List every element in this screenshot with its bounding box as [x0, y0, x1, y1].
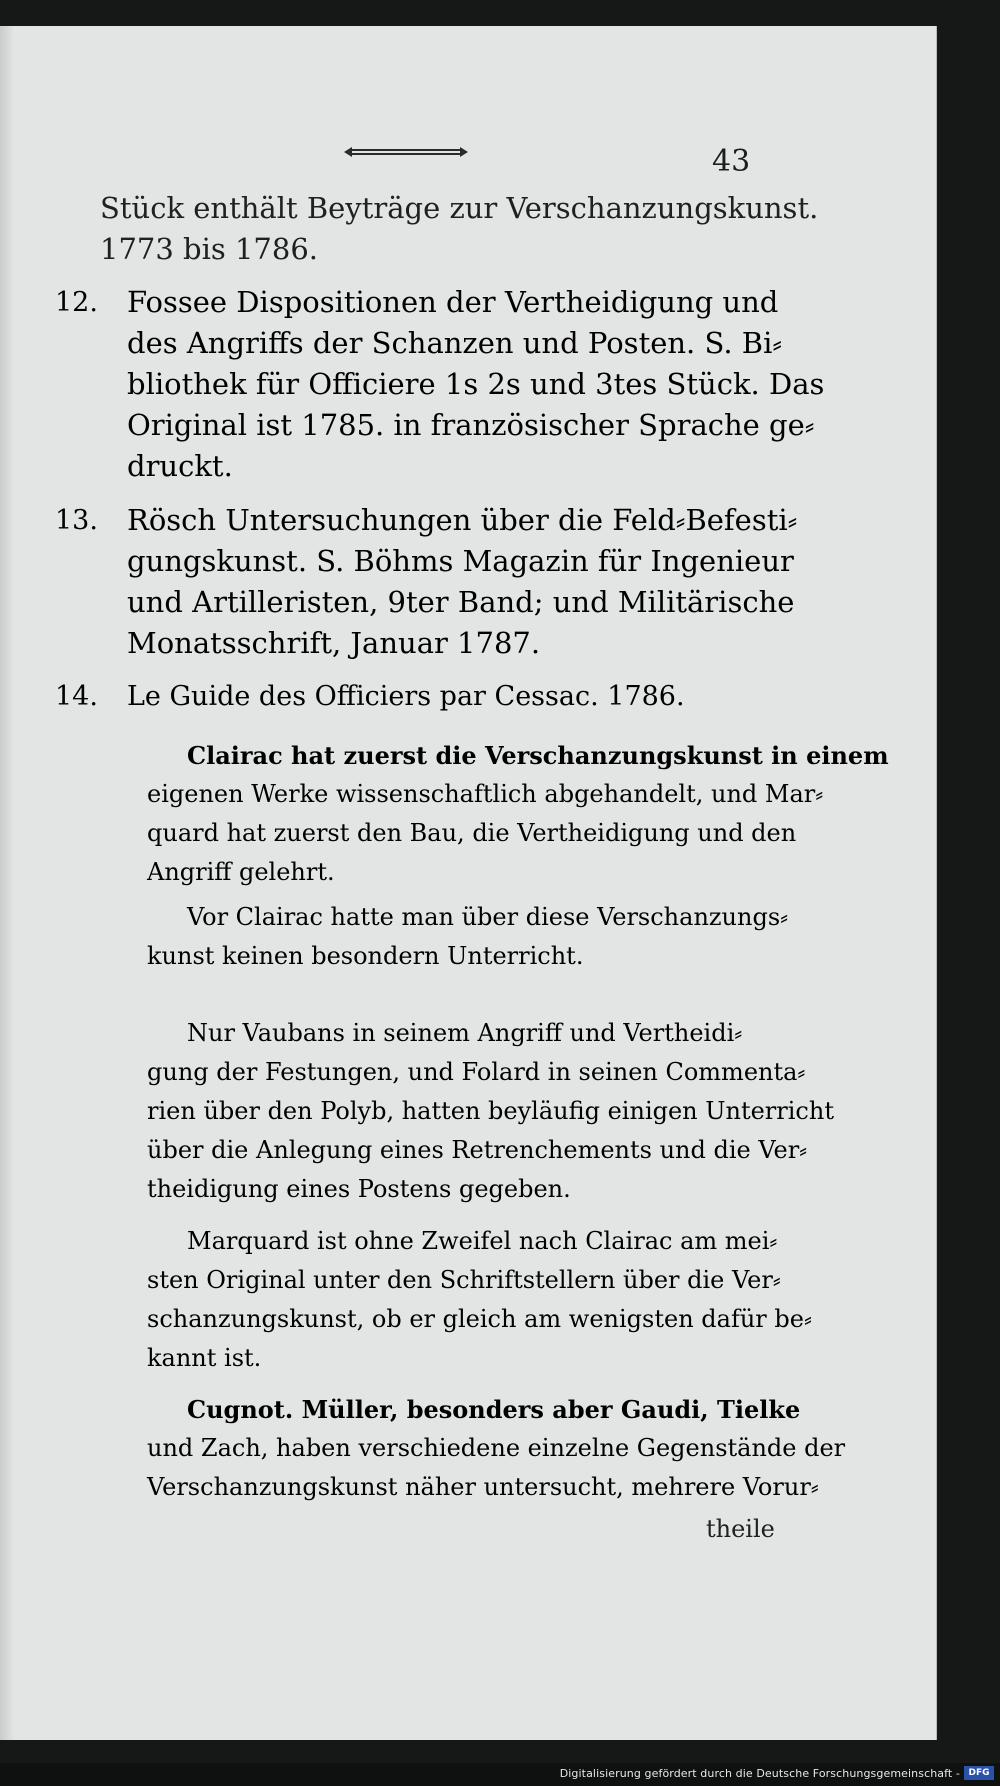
paragraph-cugnot [147, 1390, 846, 1507]
page-gutter [0, 26, 14, 1740]
entry-number: 14. [55, 681, 98, 712]
text-line: eigenen Werke wissenschaftlich abgehandelt, und Mar⸗ [147, 780, 824, 808]
catchword: theile [706, 1515, 775, 1543]
paragraph-vor-clairac [147, 898, 789, 976]
text-line: und Zach, haben verschiedene einzelne Gegenstände der [147, 1434, 846, 1462]
text-line: theidigung eines Postens gegeben. [147, 1175, 571, 1203]
text-line: Vor Clairac hatte man über diese Verschanzungs⸗ [187, 903, 789, 931]
text-line: Clairac hat zuerst die Verschanzungskunst in einem [187, 741, 889, 770]
paragraph-vaubans [147, 1014, 834, 1209]
bibliography-entry-12 [55, 282, 825, 492]
entry-number: 13. [55, 505, 98, 536]
text-line: Cugnot. Müller, besonders aber Gaudi, Tielke [187, 1395, 801, 1424]
text-line: über die Anlegung eines Retrenchements und die Ver⸗ [147, 1136, 808, 1164]
book-page [0, 26, 937, 1740]
text-line: des Angriffs der Schanzen und Posten. S. Bi⸗ [127, 326, 783, 360]
text-line: bliothek für Officiere 1s 2s und 3tes Stück. Das [127, 367, 825, 401]
entry-body [127, 282, 825, 487]
text-line: Monatsschrift, Januar 1787. [127, 626, 541, 660]
entry-number: 12. [55, 287, 98, 318]
text-line: druckt. [127, 449, 233, 483]
text-line: gung der Festungen, und Folard in seinen Commenta⸗ [147, 1058, 806, 1086]
paragraph-clairac [147, 736, 889, 892]
paragraph-marquard [147, 1222, 812, 1378]
bibliography-entry-13 [55, 500, 798, 668]
entry-body [127, 500, 798, 664]
dfg-logo: DFG [964, 1766, 994, 1780]
text-line: Fossee Dispositionen der Vertheidigung und [127, 285, 779, 319]
text-line: quard hat zuerst den Bau, die Vertheidigung und den [147, 819, 797, 847]
text-line: sten Original unter den Schriftstellern über die Ver⸗ [147, 1266, 781, 1294]
text-line: Stück enthält Beyträge zur Verschanzungskunst. [100, 191, 819, 225]
text-line: Nur Vaubans in seinem Angriff und Vertheidi⸗ [187, 1019, 743, 1047]
text-line: schanzungskunst, ob er gleich am wenigsten dafür be⸗ [147, 1305, 812, 1333]
text-line: und Artilleristen, 9ter Band; und Militärische [127, 585, 795, 619]
bibliography-entry-14 [55, 676, 763, 720]
text-line: rien über den Polyb, hatten beyläufig einigen Unterricht [147, 1097, 834, 1125]
text-line: kunst keinen besondern Unterricht. [147, 942, 584, 970]
text-line: Angriff gelehrt. [147, 858, 335, 886]
text-line: Verschanzungskunst näher untersucht, mehrere Vorur⸗ [147, 1473, 819, 1501]
digitization-credit: Digitalisierung gefördert durch die Deutsche Forschungsgemeinschaft - [559, 1767, 960, 1780]
intro-text [100, 188, 819, 270]
text-line: kannt ist. [147, 1344, 262, 1372]
ornament-rule-icon [342, 144, 470, 160]
page-number: 43 [712, 144, 751, 179]
text-line: Le Guide des Officiers par Cessac. 1786. [127, 681, 685, 712]
text-line: Rösch Untersuchungen über die Feld⸗Befesti⸗ [127, 503, 798, 537]
text-line: Marquard ist ohne Zweifel nach Clairac am mei⸗ [187, 1227, 778, 1255]
entry-body [127, 676, 763, 717]
text-line: gungskunst. S. Böhms Magazin für Ingenieur [127, 544, 794, 578]
text-line: Original ist 1785. in französischer Sprache ge⸗ [127, 408, 815, 442]
text-line: 1773 bis 1786. [100, 232, 318, 266]
